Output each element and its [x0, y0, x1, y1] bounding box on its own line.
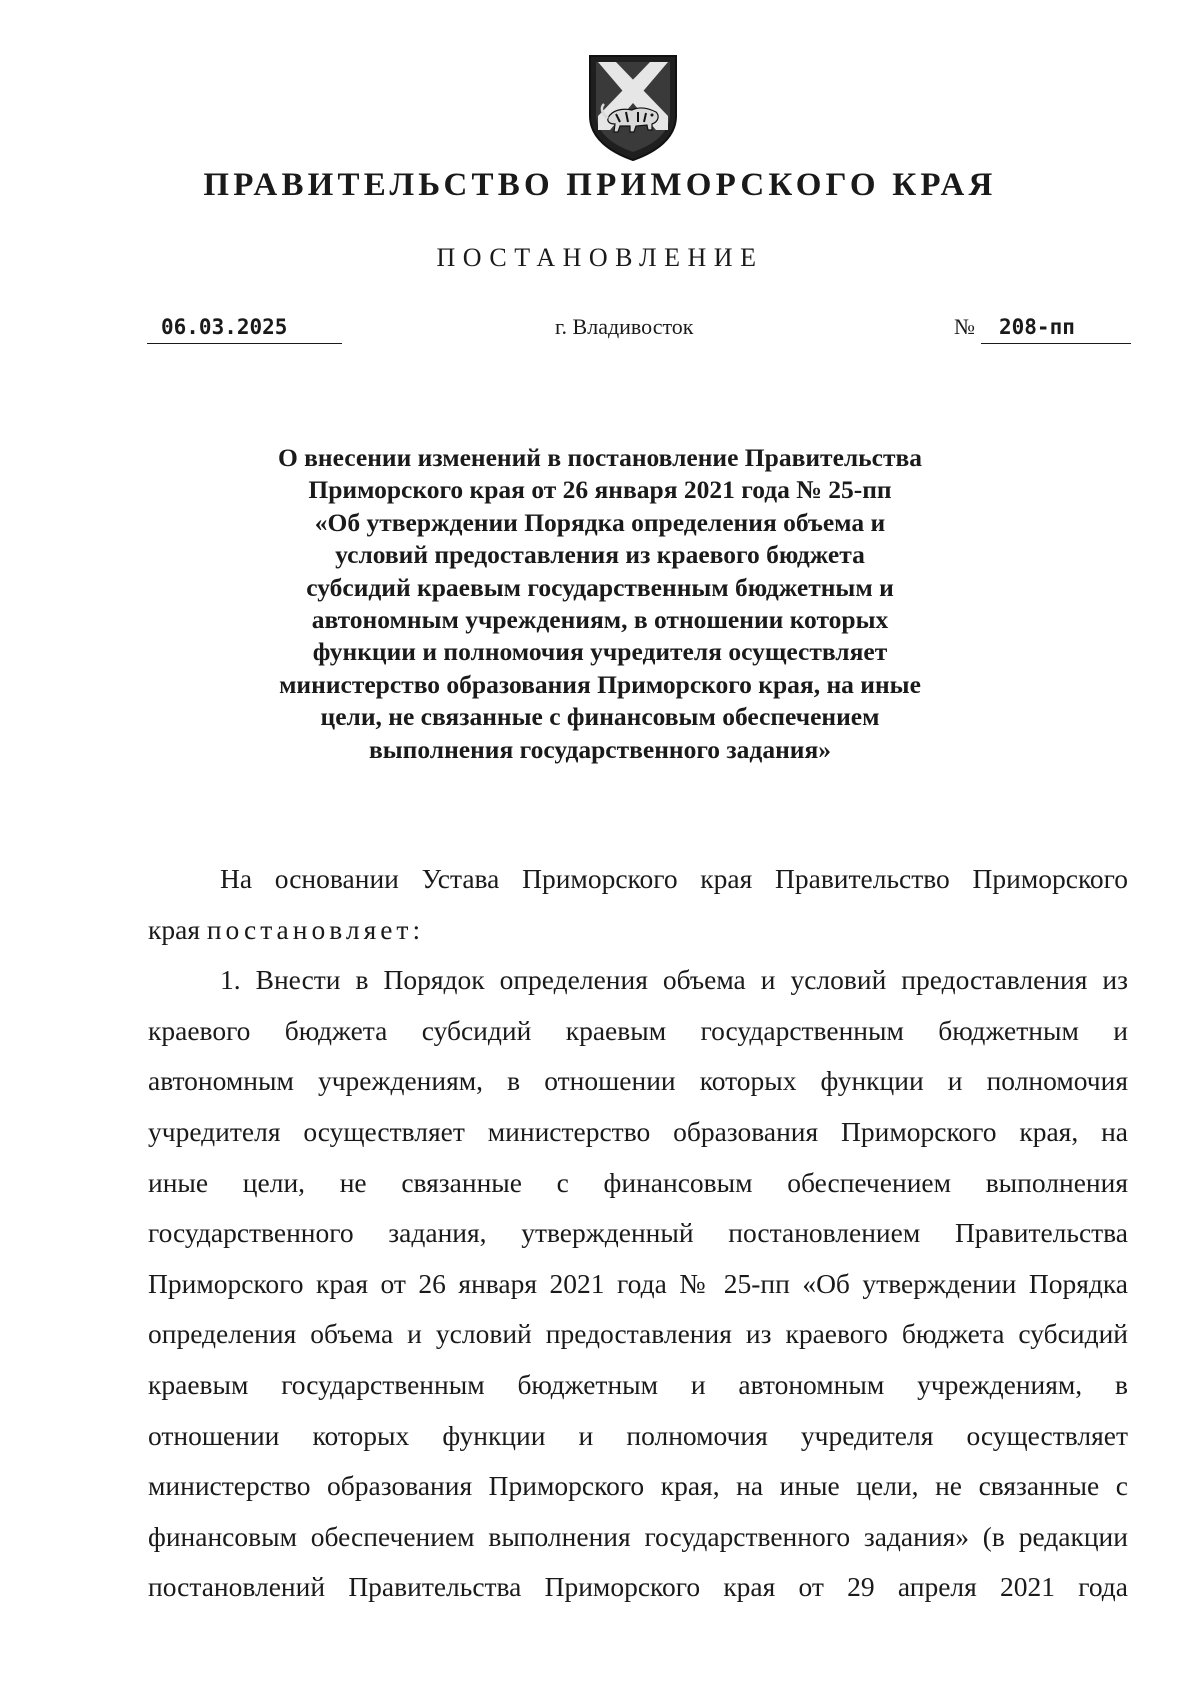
subject-line: Приморского края от 26 января 2021 года № 25-пп	[308, 475, 892, 505]
item1-line: отношении которых функции и полномочия учредителя осуществляет	[148, 1419, 1128, 1451]
document-number: 208-пп	[981, 312, 1131, 344]
item1-line: определения объема и условий предоставления из краевого бюджета субсидий	[148, 1318, 1128, 1350]
subject-line: выполнения государственного задания»	[368, 734, 832, 764]
preamble-text: края	[148, 913, 200, 945]
document-date: 06.03.2025	[147, 312, 342, 344]
subject-line: функции и полномочия учредителя осуществляет	[312, 637, 888, 667]
subject-line: цели, не связанные с финансовым обеспечением	[320, 702, 880, 732]
preamble-line	[148, 905, 1128, 956]
number-sign: №	[954, 314, 975, 339]
subject-line: условий предоставления из краевого бюджета	[335, 540, 865, 570]
item1-line: государственного задания, утвержденный постановлением Правительства	[148, 1217, 1128, 1249]
document-city: г. Владивосток	[555, 314, 694, 339]
item1-line: автономным учреждениям, в отношении которых функции и полномочия	[148, 1065, 1128, 1097]
item1-line: иные цели, не связанные с финансовым обеспечением выполнения	[148, 1166, 1128, 1198]
document-body	[148, 854, 1128, 1613]
item1-line: Приморского края от 26 января 2021 года № 25-пп «Об утверждении Порядка	[148, 1267, 1128, 1299]
document-type-heading: ПОСТАНОВЛЕНИЕ	[436, 243, 764, 272]
subject-line: министерство образования Приморского края, на иные	[279, 669, 921, 699]
resolves-word: постановляет:	[206, 913, 425, 945]
subject-line: субсидий краевым государственным бюджетным и	[306, 572, 894, 602]
item1-line: 1. Внести в Порядок определения объема и условий предоставления из	[220, 964, 1128, 996]
subject-line: О внесении изменений в постановление Правительства	[277, 443, 923, 472]
coat-of-arms-emblem	[586, 54, 680, 162]
item1-line: учредителя осуществляет министерство образования Приморского края, на	[148, 1115, 1128, 1147]
document-subject	[250, 442, 950, 766]
subject-line: автономным учреждениям, в отношении которых	[311, 605, 889, 635]
item1-line: постановлений Правительства Приморского края от 29 апреля 2021 года	[148, 1571, 1128, 1603]
item1-line: краевого бюджета субсидий краевым государственным бюджетным и	[148, 1014, 1128, 1046]
preamble-line: На основании Устава Приморского края Правительство Приморского	[220, 863, 1128, 894]
document-number-block	[954, 312, 1131, 344]
item1-line: министерство образования Приморского края, на иные цели, не связанные с	[148, 1470, 1128, 1502]
organization-title: ПРАВИТЕЛЬСТВО ПРИМОРСКОГО КРАЯ	[203, 167, 997, 203]
item1-line: краевым государственным бюджетным и автономным учреждениям, в	[148, 1368, 1128, 1400]
item1-line: финансовым обеспечением выполнения государственного задания» (в редакции	[148, 1520, 1128, 1552]
subject-line: «Об утверждении Порядка определения объема и	[314, 507, 886, 537]
